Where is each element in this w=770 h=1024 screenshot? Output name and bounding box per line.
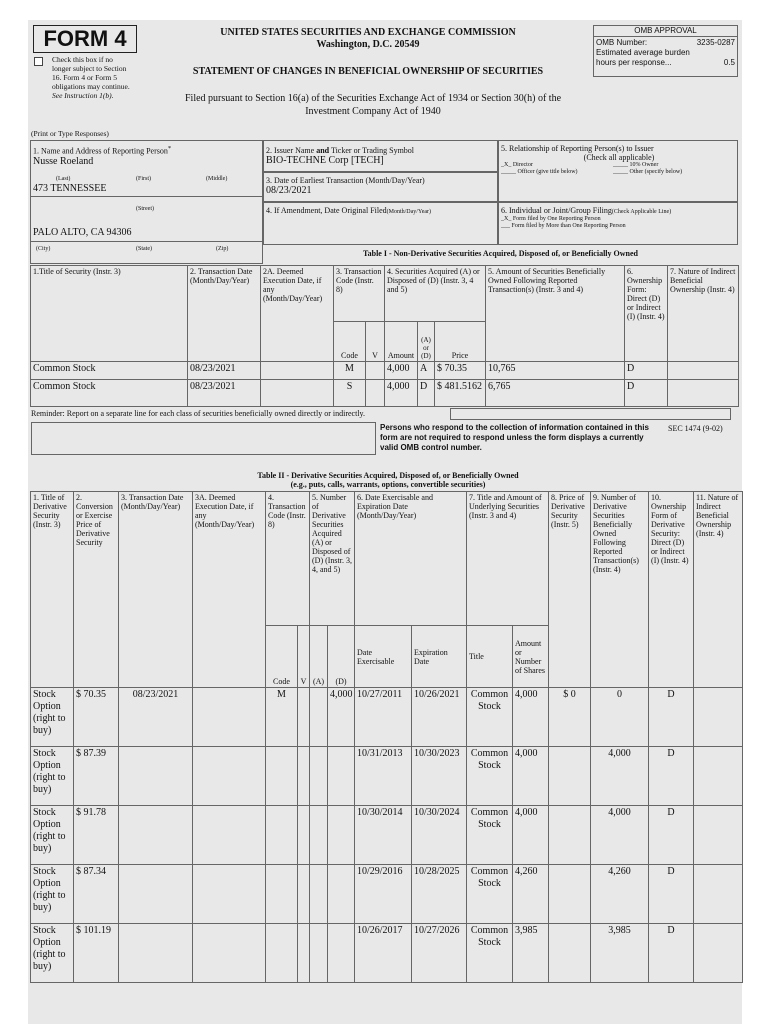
t2-h-dprice: 8. Price of Derivative Security (Instr. 5) <box>549 492 591 688</box>
omb-hours: 0.5 <box>723 58 735 67</box>
street-label: (Street) <box>136 206 154 212</box>
t2-h-d: (D) <box>328 626 355 688</box>
t1-r1-date: 08/23/2021 <box>188 380 261 407</box>
t2-exp: 10/30/2023 <box>412 747 467 806</box>
t2-dprice: $ 0 <box>549 688 591 747</box>
t2-code <box>266 747 298 806</box>
t2-h-code: 4. Transaction Code (Instr. 8) <box>266 492 310 626</box>
t2-h-date: 3. Transaction Date (Month/Day/Year) <box>119 492 193 688</box>
no-longer-subject-checkbox[interactable] <box>34 57 43 66</box>
t1-r0-owned: 10,765 <box>486 362 625 380</box>
t1-h-code-sub: Code <box>334 322 366 362</box>
t2-deemed <box>193 924 266 983</box>
t2-nature <box>694 688 743 747</box>
omb-number-label: OMB Number: <box>596 38 648 47</box>
t2-date <box>119 747 193 806</box>
t1-r0-date: 08/23/2021 <box>188 362 261 380</box>
t2-date <box>119 806 193 865</box>
rel-label: 5. Relationship of Reporting Person(s) to Issuer <box>501 144 654 153</box>
t2-deemed <box>193 747 266 806</box>
rel-other[interactable]: _____ Other (specify below) <box>613 169 683 175</box>
t1-h-amount: Amount <box>385 322 418 362</box>
t1-r0-deemed <box>261 362 334 380</box>
t2-exer: 10/31/2013 <box>355 747 412 806</box>
t2-exer: 10/30/2014 <box>355 806 412 865</box>
issuer-value: BIO-TECHNE Corp [TECH] <box>266 155 384 166</box>
name-mark: * <box>167 145 172 152</box>
checkbox-text-see: See Instruction 1(b). <box>52 91 114 100</box>
t2-form: D <box>649 806 694 865</box>
t2-h-exp: Expiration Date <box>412 626 467 688</box>
t2-h-owned: 9. Number of Derivative Securities Beneficially Owned Following Reported Transaction(s) (Instr. 4) <box>591 492 649 688</box>
t2-h-title: 1. Title of Derivative Security (Instr. 3) <box>31 492 74 688</box>
rel-sub: (Check all applicable) <box>583 153 655 162</box>
t2-v <box>298 747 310 806</box>
t2-nature <box>694 865 743 924</box>
t2-dprice <box>549 806 591 865</box>
name-label: 1. Name and Address of Reporting Person <box>33 146 168 156</box>
print-type-note: (Print or Type Responses) <box>31 129 109 138</box>
table-row <box>31 380 739 407</box>
t2-owned: 4,000 <box>591 806 649 865</box>
t2-ultitle: Common Stock <box>467 865 513 924</box>
t2-ulamt: 3,985 <box>513 924 549 983</box>
t2-a <box>310 924 328 983</box>
filing-more[interactable]: ___ Form filed by More than One Reporting Person <box>501 223 626 229</box>
t2-code: M <box>266 688 298 747</box>
reporting-person-name: Nusse Roeland <box>33 155 94 167</box>
t1-h-price: Price <box>435 322 486 362</box>
t1-r0-code: M <box>334 362 366 380</box>
t2-h-number: 5. Number of Derivative Securities Acquired (A) or Disposed of (D) (Instr. 3, 4, and 5) <box>310 492 355 626</box>
t2-dprice <box>549 924 591 983</box>
t2-d <box>328 747 355 806</box>
t1-r1-title: Common Stock <box>31 380 188 407</box>
t2-owned: 4,000 <box>591 747 649 806</box>
t2-v <box>298 924 310 983</box>
t1-h-code: 3. Transaction Code (Instr. 8) <box>334 266 385 322</box>
t2-price: $ 91.78 <box>74 806 119 865</box>
t2-d <box>328 865 355 924</box>
t2-form: D <box>649 865 694 924</box>
table-row <box>31 747 743 806</box>
table-row <box>31 865 743 924</box>
street-value: 473 TENNESSEE <box>33 183 107 194</box>
t2-d <box>328 806 355 865</box>
t2-owned: 0 <box>591 688 649 747</box>
t2-deemed <box>193 688 266 747</box>
t2-owned: 3,985 <box>591 924 649 983</box>
t1-r0-nature <box>668 362 739 380</box>
t1-r0-form: D <box>625 362 668 380</box>
t1-h-form: 6. Ownership Form: Direct (D) or Indirect (I) (Instr. 4) <box>625 266 668 362</box>
city-label: (City) <box>36 246 51 252</box>
t2-h-form: 10. Ownership Form of Derivative Security: Direct (D) or Indirect (I) (Instr. 4) <box>649 492 694 688</box>
t2-date: 08/23/2021 <box>119 688 193 747</box>
rel-director[interactable]: _X_ Director <box>501 162 533 168</box>
t2-title: Stock Option (right to buy) <box>31 924 74 983</box>
table2 <box>30 491 743 983</box>
t2-ulamt: 4,000 <box>513 688 549 747</box>
omb-burden-label: Estimated average burden <box>596 48 690 57</box>
t1-r0-price: $ 70.35 <box>435 362 486 380</box>
persons-notice: Persons who respond to the collection of information contained in this form are not required to respond unless the form displays a currently valid OMB control number. <box>380 423 649 452</box>
t2-ultitle: Common Stock <box>467 806 513 865</box>
t2-dprice <box>549 865 591 924</box>
t2-h-ultitle: Title <box>467 626 513 688</box>
t2-price: $ 70.35 <box>74 688 119 747</box>
t1-r1-price: $ 481.5162 <box>435 380 486 407</box>
t2-ultitle: Common Stock <box>467 924 513 983</box>
t2-title: Stock Option (right to buy) <box>31 747 74 806</box>
t2-deemed <box>193 865 266 924</box>
t1-h-v: V <box>366 322 385 362</box>
t2-form: D <box>649 747 694 806</box>
t2-date <box>119 865 193 924</box>
t2-exp: 10/28/2025 <box>412 865 467 924</box>
t2-ulamt: 4,260 <box>513 865 549 924</box>
t1-r1-v <box>366 380 385 407</box>
t1-r1-owned: 6,765 <box>486 380 625 407</box>
t2-a <box>310 865 328 924</box>
t2-h-date-ex: Date Exercisable <box>355 626 412 688</box>
t2-ultitle: Common Stock <box>467 747 513 806</box>
middle-label: (Middle) <box>206 176 228 182</box>
last-label: (Last) <box>56 176 71 182</box>
statement-title: STATEMENT OF CHANGES IN BENEFICIAL OWNERSHIP OF SECURITIES <box>192 66 544 77</box>
city-value: PALO ALTO, CA 94306 <box>33 227 132 238</box>
t2-h-code-sub: Code <box>266 626 298 688</box>
zip-label: (Zip) <box>216 246 229 252</box>
t2-price: $ 87.39 <box>74 747 119 806</box>
agency-name <box>158 27 578 51</box>
table1-title: Table I - Non-Derivative Securities Acquired, Disposed of, or Beneficially Owned <box>363 249 638 258</box>
checkbox-text <box>52 55 130 100</box>
filing-one[interactable]: _X_ Form filed by One Reporting Person <box>501 216 601 222</box>
t2-form: D <box>649 688 694 747</box>
t2-h-exercisable: 6. Date Exercisable and Expiration Date (Month/Day/Year) <box>355 492 467 626</box>
t1-r1-code: S <box>334 380 366 407</box>
t2-nature <box>694 747 743 806</box>
table2-subtitle: (e.g., puts, calls, warrants, options, convertible securities) <box>290 480 486 489</box>
table-row <box>31 362 739 380</box>
table1 <box>30 265 739 407</box>
t1-h-ad: (A) or (D) <box>418 322 435 362</box>
table-row <box>31 806 743 865</box>
t1-r1-ad: D <box>418 380 435 407</box>
t2-d <box>328 924 355 983</box>
t2-price: $ 87.34 <box>74 865 119 924</box>
t2-h-deemed: 3A. Deemed Execution Date, if any (Month/Day/Year) <box>193 492 266 688</box>
t2-v <box>298 806 310 865</box>
t1-r1-deemed <box>261 380 334 407</box>
t2-code <box>266 924 298 983</box>
filing-sub: (Check Applicable Line) <box>611 209 672 215</box>
filing-label: 6. Individual or Joint/Group Filing <box>501 206 612 215</box>
t2-h-underlying: 7. Title and Amount of Underlying Securities (Instr. 3 and 4) <box>467 492 549 626</box>
t1-r0-v <box>366 362 385 380</box>
t1-r1-nature <box>668 380 739 407</box>
t2-deemed <box>193 806 266 865</box>
t1-h-owned: 5. Amount of Securities Beneficially Owned Following Reported Transaction(s) (Instr. 3 and 4) <box>486 266 625 362</box>
reminder-text: Reminder: Report on a separate line for each class of securities beneficially owned directly or indirectly. <box>31 409 366 418</box>
t2-price: $ 101.19 <box>74 924 119 983</box>
filed-line2: Investment Company Act of 1940 <box>305 106 441 117</box>
t2-title: Stock Option (right to buy) <box>31 865 74 924</box>
t2-h-price: 2. Conversion or Exercise Price of Derivative Security <box>74 492 119 688</box>
t2-ultitle: Common Stock <box>467 688 513 747</box>
t2-exer: 10/26/2017 <box>355 924 412 983</box>
form-title: FORM 4 <box>33 25 137 53</box>
t1-r1-form: D <box>625 380 668 407</box>
form-sheet <box>28 20 742 1024</box>
earliest-date-label: 3. Date of Earliest Transaction (Month/Day/Year) <box>266 176 425 185</box>
reminder-blank-box <box>450 408 731 420</box>
t2-h-nature: 11. Nature of Indirect Beneficial Ownership (Instr. 4) <box>694 492 743 688</box>
t2-form: D <box>649 924 694 983</box>
first-label: (First) <box>136 176 151 182</box>
t2-exp: 10/26/2021 <box>412 688 467 747</box>
t2-a <box>310 688 328 747</box>
table-row <box>31 924 743 983</box>
t2-a <box>310 806 328 865</box>
t2-owned: 4,260 <box>591 865 649 924</box>
t2-v <box>298 688 310 747</box>
rel-owner[interactable]: _____ 10% Owner <box>613 162 659 168</box>
omb-approval-box <box>593 25 738 77</box>
t1-h-date: 2. Transaction Date (Month/Day/Year) <box>188 266 261 362</box>
amend-sub: (Month/Day/Year) <box>386 209 432 215</box>
rel-officer[interactable]: _____ Officer (give title below) <box>501 169 578 175</box>
sec-number: SEC 1474 (9-02) <box>668 424 723 433</box>
omb-number: 3235-0287 <box>696 38 735 47</box>
t2-d: 4,000 <box>328 688 355 747</box>
omb-hours-label: hours per response... <box>596 58 672 67</box>
t1-r0-ad: A <box>418 362 435 380</box>
t2-exer: 10/27/2011 <box>355 688 412 747</box>
t2-exp: 10/27/2026 <box>412 924 467 983</box>
t2-code <box>266 806 298 865</box>
t1-r0-amount: 4,000 <box>385 362 418 380</box>
table2-title-line: Table II - Derivative Securities Acquired, Disposed of, or Beneficially Owned <box>257 471 519 480</box>
t2-dprice <box>549 747 591 806</box>
t2-exp: 10/30/2024 <box>412 806 467 865</box>
state-label: (State) <box>136 246 152 252</box>
agency-line2: Washington, D.C. 20549 <box>316 39 420 50</box>
issuer-label-b: Ticker or Trading Symbol <box>329 146 415 155</box>
agency-line1: UNITED STATES SECURITIES AND EXCHANGE COMMISSION <box>220 27 516 38</box>
t2-ulamt: 4,000 <box>513 806 549 865</box>
t2-h-v: V <box>298 626 310 688</box>
t2-a <box>310 747 328 806</box>
t1-r0-title: Common Stock <box>31 362 188 380</box>
issuer-label-and: and <box>316 146 330 155</box>
amend-label: 4. If Amendment, Date Original Filed <box>266 206 387 215</box>
t2-v <box>298 865 310 924</box>
t1-h-deemed: 2A. Deemed Execution Date, if any (Month/Day/Year) <box>261 266 334 362</box>
t2-title: Stock Option (right to buy) <box>31 806 74 865</box>
earliest-date-value: 08/23/2021 <box>266 185 312 196</box>
t2-date <box>119 924 193 983</box>
omb-title: OMB APPROVAL <box>594 26 737 37</box>
issuer-label-a: 2. Issuer Name <box>266 146 317 155</box>
table-row <box>31 688 743 747</box>
t2-title: Stock Option (right to buy) <box>31 688 74 747</box>
t2-code <box>266 865 298 924</box>
filed-pursuant <box>146 92 600 118</box>
table2-title <box>158 471 618 489</box>
t2-ulamt: 4,000 <box>513 747 549 806</box>
t2-exer: 10/29/2016 <box>355 865 412 924</box>
t1-r1-amount: 4,000 <box>385 380 418 407</box>
t2-h-a: (A) <box>310 626 328 688</box>
checkbox-text-main: Check this box if no longer subject to Section 16. Form 4 or Form 5 obligations may continue. <box>52 55 130 91</box>
t2-h-shares: Amount or Number of Shares <box>513 626 549 688</box>
t1-h-acquired: 4. Securities Acquired (A) or Disposed of (D) (Instr. 3, 4 and 5) <box>385 266 486 322</box>
left-blank-box <box>31 422 376 455</box>
filed-line1: Filed pursuant to Section 16(a) of the Securities Exchange Act of 1934 or Section 30(h) of the <box>184 93 562 104</box>
t2-nature <box>694 806 743 865</box>
t1-h-nature: 7. Nature of Indirect Beneficial Ownership (Instr. 4) <box>668 266 739 362</box>
t2-nature <box>694 924 743 983</box>
t1-h-title: 1.Title of Security (Instr. 3) <box>31 266 188 362</box>
